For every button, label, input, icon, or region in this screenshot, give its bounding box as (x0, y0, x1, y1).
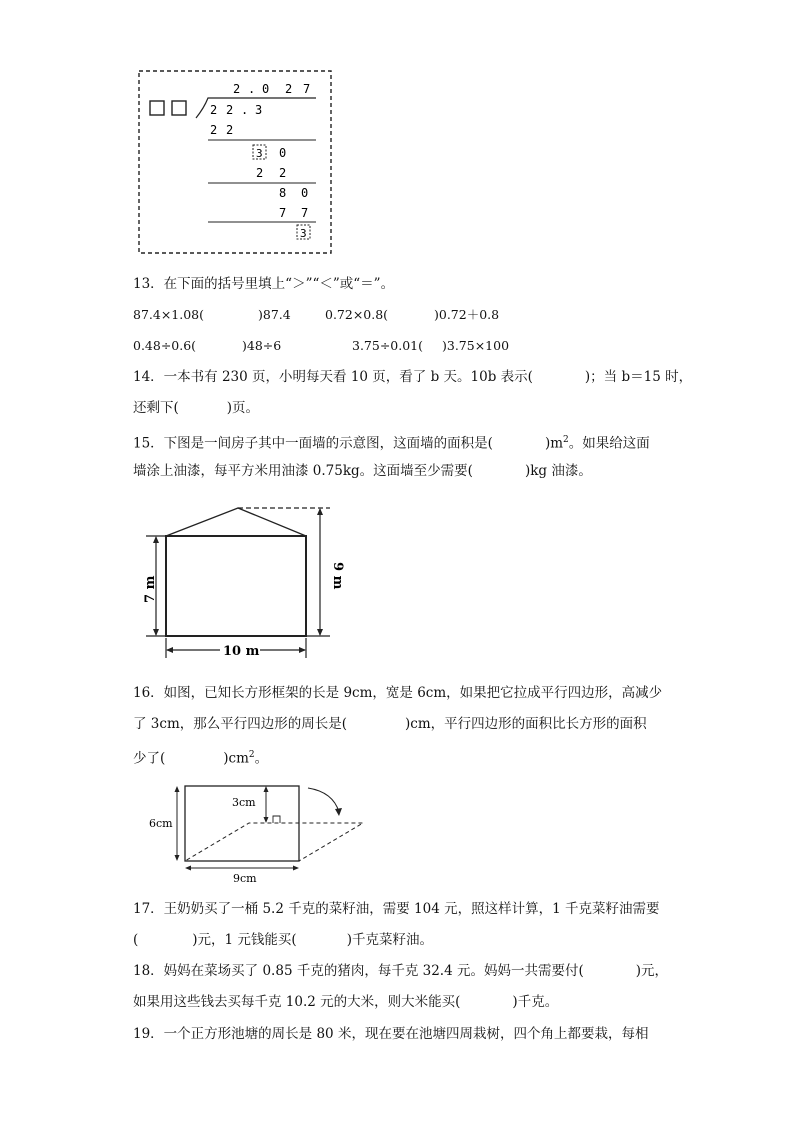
q13-expr-4b: )3.75×100 (442, 338, 510, 353)
step-digit: 2 (256, 166, 264, 180)
question-17-line-1: 17．王奶奶买了一桶 5.2 千克的菜籽油，需要 104 元，照这样计算，1 千克菜籽油需要 (133, 901, 660, 917)
q13-expr-4a: 3.75÷0.01( (352, 338, 424, 353)
long-division-figure (138, 70, 334, 256)
step-digit: 2 (226, 123, 234, 137)
question-16-line-1: 16．如图，已知长方形框架的长是 9cm，宽是 6cm，如果把它拉成平行四边形，高减少 (133, 685, 663, 701)
step-digit: 8 (279, 186, 287, 200)
right-height-label: 9 m (330, 562, 345, 590)
dividend-digit: 2 (226, 103, 234, 117)
q13-expr-2a: 0.72×0.8( (325, 307, 389, 322)
question-19-line-1: 19．一个正方形池塘的周长是 80 米，现在要在池塘四周栽树，四个角上都要栽，每相 (133, 1026, 649, 1042)
wall-figure (138, 500, 345, 665)
question-16-line-3: 少了( )$cm^2$。 (133, 750, 269, 767)
bottom-length-label: 10 m (223, 644, 260, 659)
question-18-line-2: 如果用这些钱去买每千克 10.2 元的大米，则大米能买( )千克。 (133, 994, 559, 1010)
question-14-line-1: 14．一本书有 230 页，小明每天看 10 页，看了 b 天。10b 表示( )；当 b＝15 时， (133, 369, 693, 385)
question-16-line-2: 了 3cm，那么平行四边形的周长是( )cm，平行四边形的面积比长方形的面积 (133, 716, 647, 732)
width-label: 6cm (149, 817, 173, 830)
q13-expr-3b: )48÷6 (242, 338, 282, 353)
question-15-line-1: 15．下图是一间房子其中一面墙的示意图，这面墙的面积是( )$m^2$。如果给这面 (133, 435, 650, 452)
step-digit: 3 (256, 147, 263, 160)
question-15-line-2: 墙涂上油漆，每平方米用油漆 0.75kg。这面墙至少需要( )kg 油漆。 (133, 463, 592, 479)
quotient-digit: 0 (262, 82, 270, 96)
step-digit: 7 (301, 206, 309, 220)
q13-expr-1b: )87.4 (258, 307, 291, 322)
length-label: 9cm (233, 872, 257, 885)
q13-expr-3a: 0.48÷0.6( (133, 338, 197, 353)
step-digit: 2 (210, 123, 218, 137)
question-13-title: 13．在下面的括号里填上“＞”“＜”或“＝”。 (133, 276, 395, 292)
dividend-digit: 2 (210, 103, 218, 117)
dividend-digit: 3 (255, 103, 263, 117)
dividend-digit: . (241, 103, 249, 117)
rectangle-parallelogram-figure (145, 778, 370, 888)
step-digit: 7 (279, 206, 287, 220)
divisor-box-1 (150, 101, 164, 115)
question-14-line-2: 还剩下( )页。 (133, 400, 260, 416)
divisor-box-2 (172, 101, 186, 115)
step-digit: 2 (279, 166, 287, 180)
question-17-line-2: ( )元，1 元钱能买( )千克菜籽油。 (133, 932, 433, 948)
step-digit: 3 (300, 227, 307, 240)
quotient-digit: 7 (303, 82, 311, 96)
height-label: 3cm (232, 796, 256, 809)
quotient-digit: 2 (285, 82, 293, 96)
quotient-digit: . (248, 82, 256, 96)
quotient-digit: 2 (233, 82, 241, 96)
left-height-label: 7 m (143, 575, 158, 603)
q13-expr-1a: 87.4×1.08( (133, 307, 205, 322)
step-digit: 0 (279, 146, 287, 160)
q13-expr-2b: )0.72＋0.8 (434, 307, 500, 322)
question-18-line-1: 18．妈妈在菜场买了 0.85 千克的猪肉，每千克 32.4 元。妈妈一共需要付( )元， (133, 963, 669, 979)
step-digit: 0 (301, 186, 309, 200)
